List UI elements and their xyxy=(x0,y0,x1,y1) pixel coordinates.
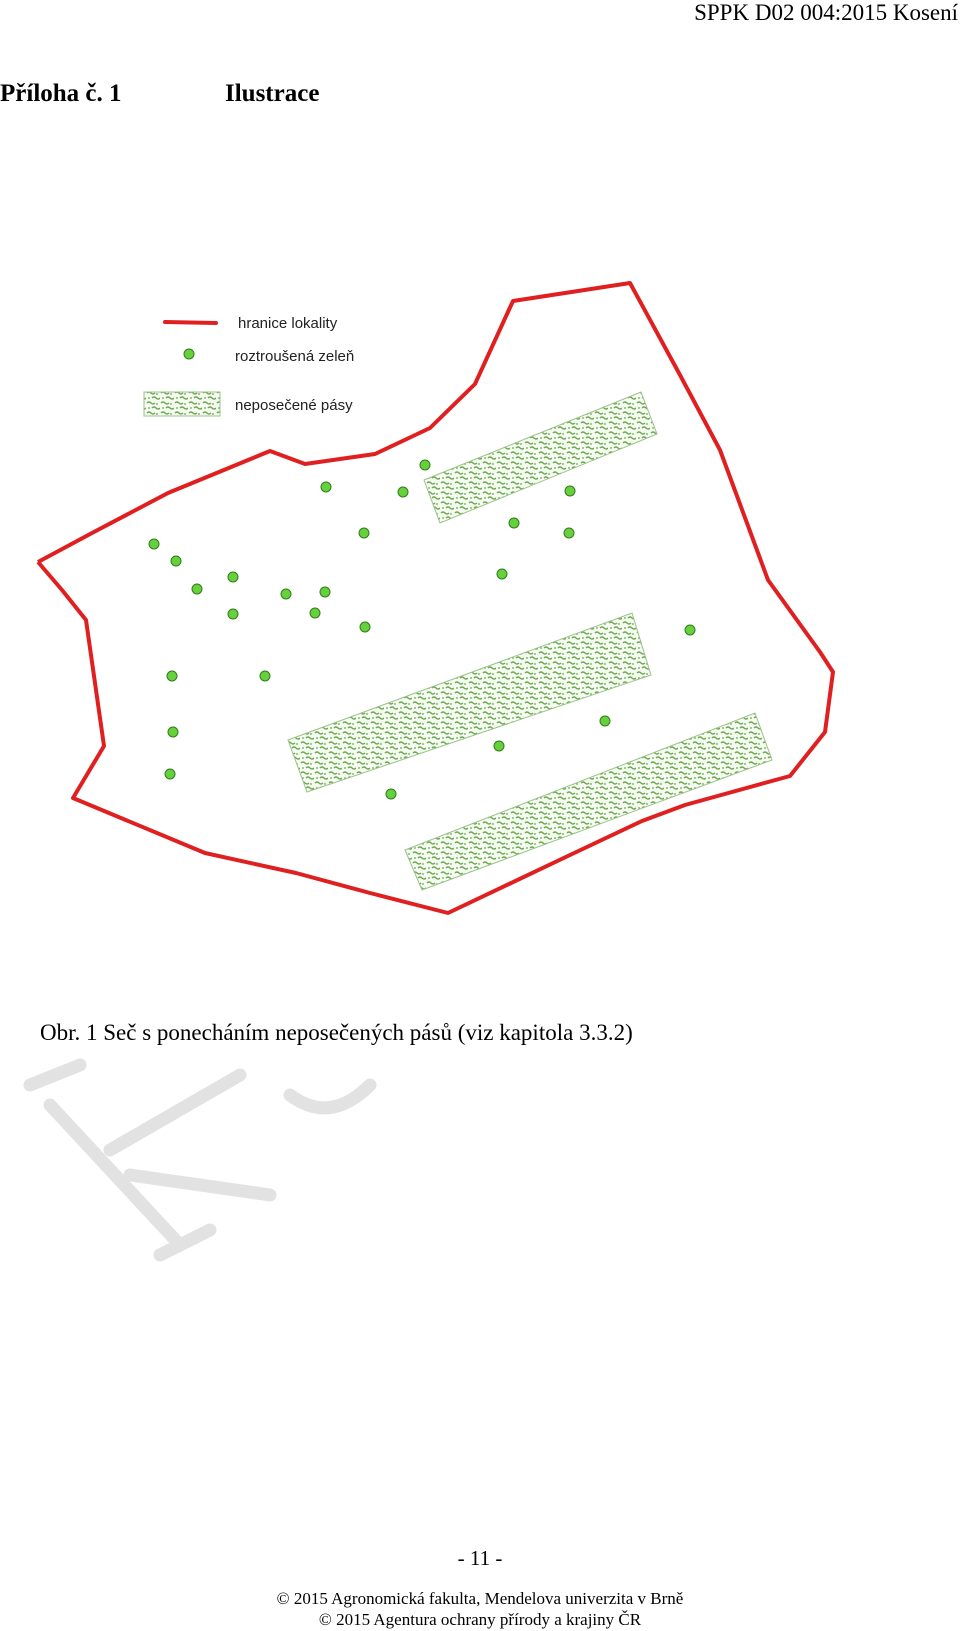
greenery-dot xyxy=(600,716,610,726)
greenery-dot xyxy=(386,789,396,799)
figure-caption: Obr. 1 Seč s ponecháním neposečených pásů (viz kapitola 3.3.2) xyxy=(40,1020,633,1045)
unmown-strip-1 xyxy=(424,392,657,523)
greenery-dot xyxy=(509,518,519,528)
greenery-dot xyxy=(168,727,178,737)
greenery-dot xyxy=(398,487,408,497)
legend-strip-label: neposečené pásy xyxy=(235,397,353,414)
legend-strip-swatch xyxy=(144,392,220,416)
locality-boundary xyxy=(38,283,833,913)
greenery-dot xyxy=(192,584,202,594)
document-code: SPPK D02 004:2015 Kosení xyxy=(694,0,958,25)
greenery-dot xyxy=(171,556,181,566)
legend-boundary-label: hranice lokality xyxy=(238,315,338,332)
greenery-dot xyxy=(167,671,177,681)
greenery-dot xyxy=(310,608,320,618)
page-number: - 11 - xyxy=(457,1546,503,1570)
legend-boundary-line xyxy=(165,322,216,323)
locality-map xyxy=(20,280,880,960)
greenery-dot xyxy=(165,769,175,779)
greenery-dot xyxy=(321,482,331,492)
greenery-dot xyxy=(564,528,574,538)
greenery-dot xyxy=(420,460,430,470)
appendix-title: Ilustrace xyxy=(225,80,320,107)
footer-line-2: © 2015 Agentura ochrany přírody a krajiny ČR xyxy=(318,1610,642,1629)
greenery-dot xyxy=(360,622,370,632)
greenery-dot xyxy=(359,528,369,538)
greenery-dot xyxy=(281,589,291,599)
unmown-strip-2 xyxy=(288,613,651,792)
appendix-label: Příloha č. 1 xyxy=(0,80,122,107)
greenery-dot xyxy=(260,671,270,681)
watermark xyxy=(20,1055,460,1275)
greenery-dot xyxy=(497,569,507,579)
footer xyxy=(0,1588,960,1630)
greenery-dot xyxy=(494,741,504,751)
greenery-dot xyxy=(685,625,695,635)
greenery-dot xyxy=(228,609,238,619)
greenery-dot xyxy=(565,486,575,496)
legend-greenery-dot xyxy=(184,349,194,359)
greenery-dot xyxy=(320,587,330,597)
footer-line-1: © 2015 Agronomická fakulta, Mendelova univerzita v Brně xyxy=(276,1589,684,1608)
legend-greenery-label: roztroušená zeleň xyxy=(235,348,355,365)
greenery-dot xyxy=(149,539,159,549)
greenery-dot xyxy=(228,572,238,582)
